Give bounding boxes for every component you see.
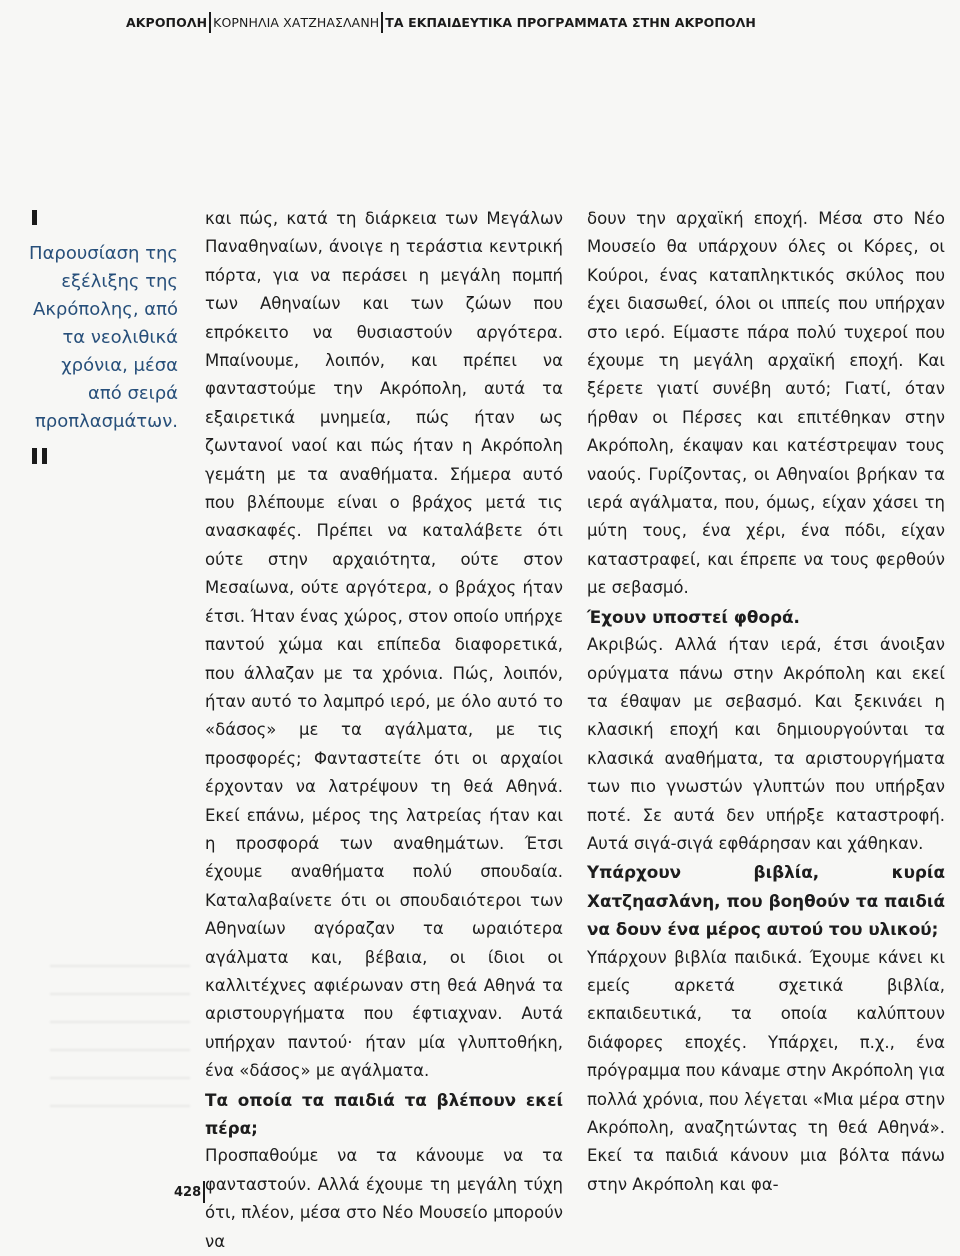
photo-caption bbox=[28, 210, 188, 464]
answer-paragraph: Ακριβώς. Αλλά ήταν ιερά, έτσι άνοιξαν ορύγματα πάνω στην Ακρόπολη και εκεί τα έθαψαν με σεβασμό. Και ξεκινάει η κλασική εποχή και δημιουργούνται τα κλασικά αναθήματα, τα αριστουργήματα των πιο γνωστών γλυπτών που υπήρξαν ποτέ. Σε αυτά δεν υπήρξε καταστροφή. Αυτά σιγά-σιγά εφθάρησαν και χάθηκαν. bbox=[587, 635, 945, 853]
caption-open-mark bbox=[32, 210, 37, 225]
article-column-right bbox=[587, 205, 945, 1199]
header-separator bbox=[381, 12, 383, 33]
page-number-value: 428 bbox=[174, 1184, 202, 1200]
page-number bbox=[174, 1181, 205, 1203]
page-number-bar bbox=[203, 1181, 205, 1203]
answer-paragraph: Υπάρχουν βιβλία παιδικά. Έχουμε κάνει κι εμείς αρκετά σχετικά βιβλία, εκπαιδευτικά, τα οποία καλύπτουν διάφορες εποχές. Υπάρχει, π.χ., ένα πρόγραμμα που κάναμε στην Ακρόπολη για πολλά χρόνια, που λέγεται «Μια μέρα στην Ακρόπολη, αναζητώντας τη θεά Αθηνά». Εκεί τα παιδιά κάνουν μια βόλτα πάνω στην Ακρόπολη και φα- bbox=[587, 947, 945, 1194]
header-topic: ΤΑ ΕΚΠΑΙΔΕΥΤΙΚΑ ΠΡΟΓΡΑΜΜΑΤΑ ΣΤΗΝ ΑΚΡΟΠΟΛΗ bbox=[385, 14, 756, 30]
header-section: ΑΚΡΟΠΟΛΗ bbox=[126, 14, 208, 30]
answer-paragraph: δουν την αρχαϊκή εποχή. Μέσα στο Νέο Μουσείο θα υπάρχουν όλες οι Κόρες, οι Κούροι, ένας καταπληκτικός σκύλος που έχει διασωθεί, όλοι οι ιππείς που υπήρχαν στο ιερό. Είμαστε πάρα πολύ τυχεροί που έχουμε τη μεγάλη αρχαϊκή εποχή. Και ξέρετε γιατί συνέβη αυτό; Γιατί, όταν ήρθαν οι Πέρσες και επιτέθηκαν στην Ακρόπολη, έκαψαν και κατέστρεψαν τους ναούς. Γυρίζοντας, οι Αθηναίοι βρήκαν τα ιερά αγάλματα, που, όμως, είχαν χάσει τη μύτη τους, ένα χέρι, ένα πόδι, είχαν καταστραφεί, και έπρεπε να τους φερθούν με σεβασμό. bbox=[587, 209, 945, 598]
answer-paragraph: Προσπαθούμε να τα κάνουμε να τα φανταστούν. Αλλά έχουμε τη μεγάλη τύχη ότι, πλέον, μέσα στο Νέο Μουσείο μπορούν να bbox=[205, 1146, 563, 1251]
article-column-left bbox=[205, 205, 563, 1256]
show-through-text bbox=[50, 965, 190, 1125]
header-person: ΚΟΡΝΗΛΙΑ ΧΑΤΖΗΑΣΛΑΝΗ bbox=[213, 14, 380, 30]
header-separator bbox=[209, 12, 211, 33]
interview-question: Τα οποία τα παιδιά τα βλέπουν εκεί πέρα; bbox=[205, 1089, 563, 1138]
interview-question: Έχουν υποστεί φθορά. bbox=[587, 606, 800, 627]
running-header bbox=[126, 10, 756, 34]
caption-close-mark bbox=[32, 448, 188, 464]
interview-question: Υπάρχουν βιβλία, κυρία Χατζηασλάνη, που βοηθούν τα παιδιά να δουν ένα μέρος αυτού του υλικού; bbox=[587, 862, 945, 940]
answer-paragraph: και πώς, κατά τη διάρκεια των Μεγάλων Παναθηναίων, άνοιγε η τεράστια κεντρική πόρτα, για να περάσει η μεγάλη πομπή των Αθηναίων και των ζώων που επρόκειτο να θυσιαστούν αργότερα. Μπαίνουμε, λοιπόν, και πρέπει να φανταστούμε την Ακρόπολη, αυτά τα εξαιρετικά μνημεία, πώς ήταν ως ζωντανοί ναοί και πώς ήταν η Ακρόπολη γεμάτη με τα αναθήματα. Σήμερα αυτό που βλέπουμε είναι ο βράχος μετά τις ανασκαφές. Πρέπει να καταλάβετε ότι ούτε στην αρχαιότητα, ούτε στον Μεσαίωνα, ούτε αργότερα, ο βράχος ήταν έτσι. Ήταν ένας χώρος, στον οποίο υπήρχε παντού χώμα και επίπεδα διαφορετικά, που άλλαζαν με τα χρόνια. Πώς, λοιπόν, ήταν αυτό το λαμπρό ιερό, με όλο αυτό το «δάσος» με τα αγάλματα, με τις προσφορές; Φανταστείτε ότι οι αρχαίοι έρχονταν να λατρέψουν τη θεά Αθηνά. Εκεί επάνω, μέρος της λατρείας ήταν και η προσφορά των αναθημάτων. Έτσι έχουμε αναθήματα πολύ σπουδαία. Καταλαβαίνετε ότι οι σπουδαιότεροι των Αθηναίων αγόραζαν τα ωραιότερα αγάλματα και, βέβαια, οι ίδιοι οι καλλιτέχνες αφιέρωναν στη θεά Αθηνά τα αριστουργήματα που έφτιαχναν. Αυτά υπήρχαν παντού· ήταν μία γλυπτοθήκη, ένα «δάσος» με αγάλματα. bbox=[205, 209, 563, 1081]
caption-text: Παρουσίαση της εξέλιξης της Ακρόπολης, από τα νεολιθικά χρόνια, μέσα από σειρά προπλασμάτων. bbox=[29, 243, 178, 432]
